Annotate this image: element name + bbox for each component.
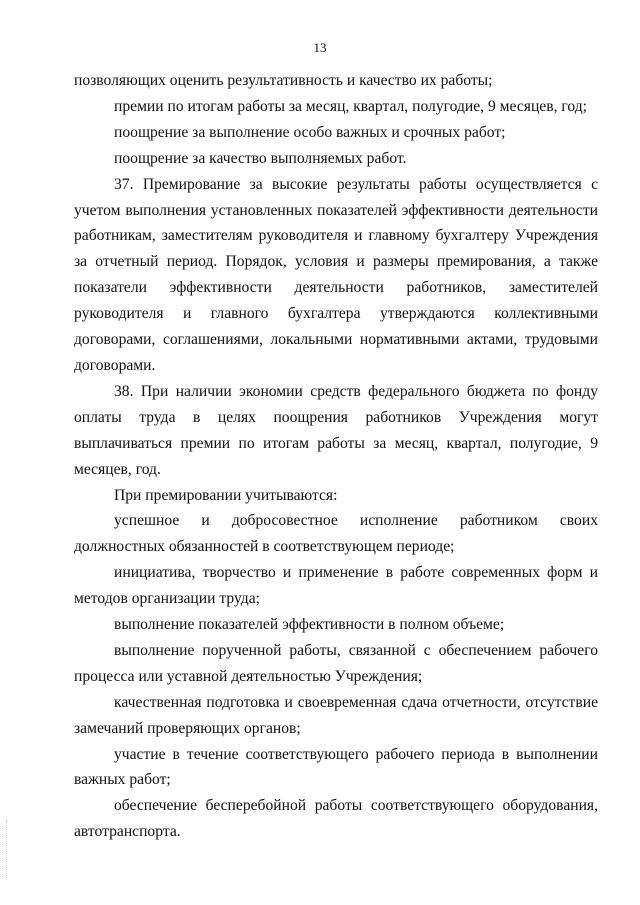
criteria-item-important-works: участие в течение соответствующего рабочего периода в выполнении важных работ; — [74, 745, 598, 789]
criteria-item-initiative: инициатива, творчество и применение в работе современных форм и методов организации труда; — [74, 564, 598, 608]
list-item-monthly-bonus: премии по итогам работы за месяц, квартал, полугодие, 9 месяцев, год; — [114, 97, 587, 115]
criteria-item-performance: выполнение показателей эффективности в полном объеме; — [114, 616, 505, 634]
document-body — [74, 68, 598, 845]
paragraph-continuation: позволяющих оценить результативность и качество их работы; — [74, 72, 493, 89]
criteria-item-duties: успешное и добросовестное исполнение работником своих должностных обязанностей в соответствующем периоде; — [74, 512, 598, 556]
list-item-urgent-work: поощрение за выполнение особо важных и срочных работ; — [114, 123, 506, 141]
page-number: 13 — [313, 40, 327, 55]
criteria-item-reporting: качественная подготовка и своевременная сдача отчетности, отсутствие замечаний проверяющих органов; — [74, 693, 598, 737]
premium-criteria-heading: При премировании учитываются: — [114, 486, 338, 504]
criteria-item-equipment: обеспечение бесперебойной работы соответствующего оборудования, автотранспорта. — [74, 797, 598, 841]
paragraph-37: 37. Премирование за высокие результаты работы осуществляется с учетом выполнения установленных показателей эффективности деятельности работникам, заместителям руководителя и главному бухгалтеру Учреждения за отчетный период. Порядок, условия и размеры премирования, а также показатели эффективности деятельности работников, заместителей руководителя и главного бухгалтера утверждаются коллективными договорами, соглашениями, локальными нормативными актами, трудовыми договорами. — [74, 175, 598, 374]
list-item-quality-work: поощрение за качество выполняемых работ. — [114, 149, 407, 167]
criteria-item-assigned-work: выполнение порученной работы, связанной с обеспечением рабочего процесса или уставной деятельностью Учреждения; — [74, 641, 598, 685]
scan-edge-mark — [6, 820, 8, 880]
paragraph-38: 38. При наличии экономии средств федерального бюджета по фонду оплаты труда в целях поощрения работников Учреждения могут выплачиваться премии по итогам работы за месяц, квартал, полугодие, 9 месяцев, год. — [74, 382, 598, 478]
